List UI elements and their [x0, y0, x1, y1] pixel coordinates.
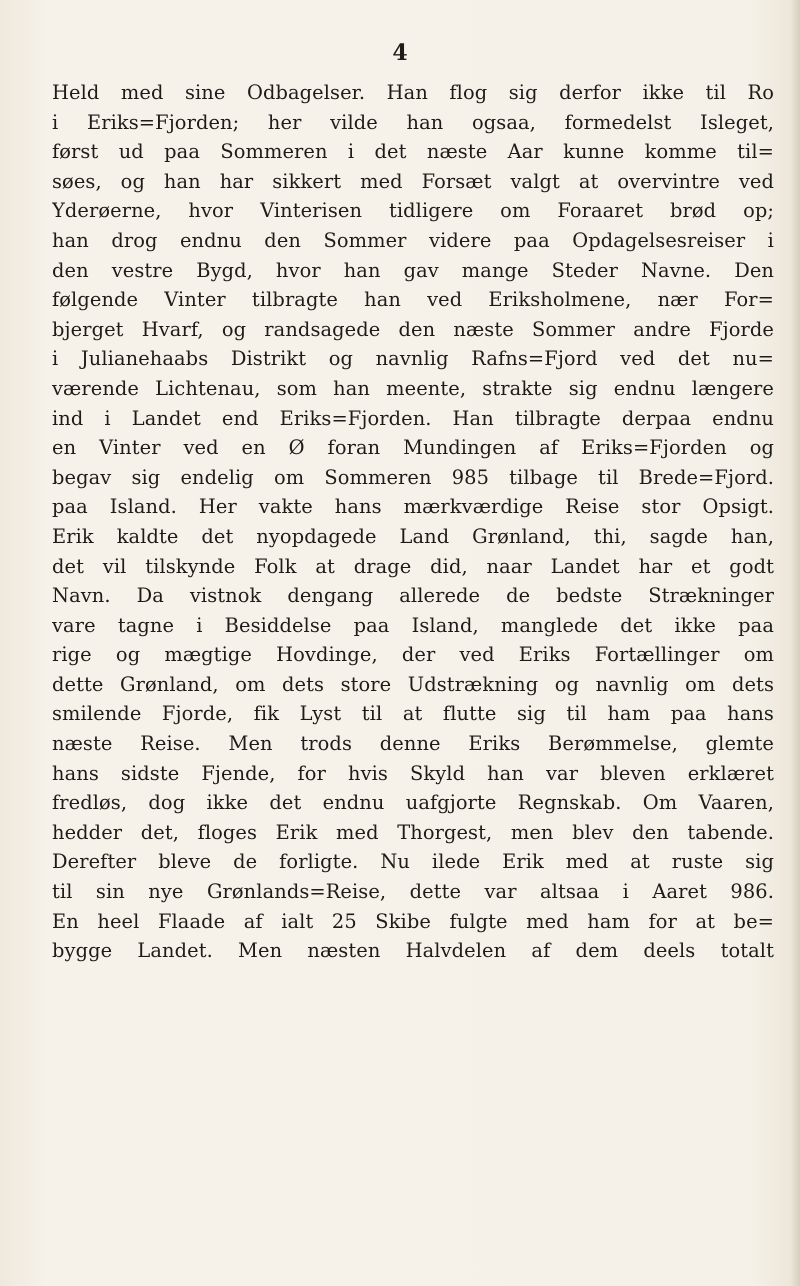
text-line: bjerget Hvarf, og randsagede den næste Sommer andre Fjorde: [52, 317, 774, 341]
text-line: den vestre Bygd, hvor han gav mange Steder Navne. Den: [52, 258, 774, 282]
text-line: paa Island. Her vakte hans mærkværdige Reise stor Opsigt.: [52, 495, 774, 519]
text-line: i Julianehaabs Distrikt og navnlig Rafns=Fjord ved det nu=: [52, 347, 774, 371]
text-line: vare tagne i Besiddelse paa Island, manglede det ikke paa: [52, 613, 774, 637]
text-line: Derefter bleve de forligte. Nu ilede Erik med at ruste sig: [52, 850, 774, 874]
text-line: Yderøerne, hvor Vinterisen tidligere om Foraaret brød op;: [52, 199, 774, 223]
text-line: en Vinter ved en Ø foran Mundingen af Eriks=Fjorden og: [52, 436, 774, 460]
page-edge-shadow: [790, 0, 800, 1286]
text-line: smilende Fjorde, fik Lyst til at flutte sig til ham paa hans: [52, 702, 774, 726]
text-line: begav sig endelig om Sommeren 985 tilbage til Brede=Fjord.: [52, 465, 774, 489]
text-line: til sin nye Grønlands=Reise, dette var altsaa i Aaret 986.: [52, 880, 774, 904]
text-line: søes, og han har sikkert med Forsæt valgt at overvintre ved: [52, 169, 774, 193]
text-line: i Eriks=Fjorden; her vilde han ogsaa, formedelst Isleget,: [52, 110, 774, 134]
text-line: følgende Vinter tilbragte han ved Eriksholmene, nær For=: [52, 288, 774, 312]
text-line: En heel Flaade af ialt 25 Skibe fulgte med ham for at be=: [52, 909, 774, 933]
text-line: Held med sine Odbagelser. Han flog sig derfor ikke til Ro: [52, 81, 774, 104]
text-line: bygge Landet. Men næsten Halvdelen af dem deels totalt: [52, 939, 774, 963]
text-line: Navn. Da vistnok dengang allerede de bedste Strækninger: [52, 584, 774, 608]
body-text: [52, 78, 774, 966]
text-line: først ud paa Sommeren i det næste Aar kunne komme til=: [52, 140, 774, 164]
text-line: det vil tilskynde Folk at drage did, naar Landet har et godt: [52, 554, 774, 578]
text-line: fredløs, dog ikke det endnu uafgjorte Regnskab. Om Vaaren,: [52, 791, 774, 815]
text-line: hedder det, floges Erik med Thorgest, men blev den tabende.: [52, 820, 774, 844]
text-line: rige og mægtige Hovdinge, der ved Eriks Fortællinger om: [52, 643, 774, 667]
text-line: værende Lichtenau, som han meente, strakte sig endnu længere: [52, 376, 774, 400]
text-line: næste Reise. Men trods denne Eriks Berømmelse, glemte: [52, 732, 774, 756]
text-line: dette Grønland, om dets store Udstrækning og navnlig om dets: [52, 672, 774, 696]
page-number: 4: [392, 40, 408, 66]
text-line: hans sidste Fjende, for hvis Skyld han var bleven erklæret: [52, 761, 774, 785]
text-line: ind i Landet end Eriks=Fjorden. Han tilbragte derpaa endnu: [52, 406, 774, 430]
text-line: han drog endnu den Sommer videre paa Opdagelsesreiser i: [52, 228, 774, 252]
text-line: Erik kaldte det nyopdagede Land Grønland, thi, sagde han,: [52, 524, 774, 548]
